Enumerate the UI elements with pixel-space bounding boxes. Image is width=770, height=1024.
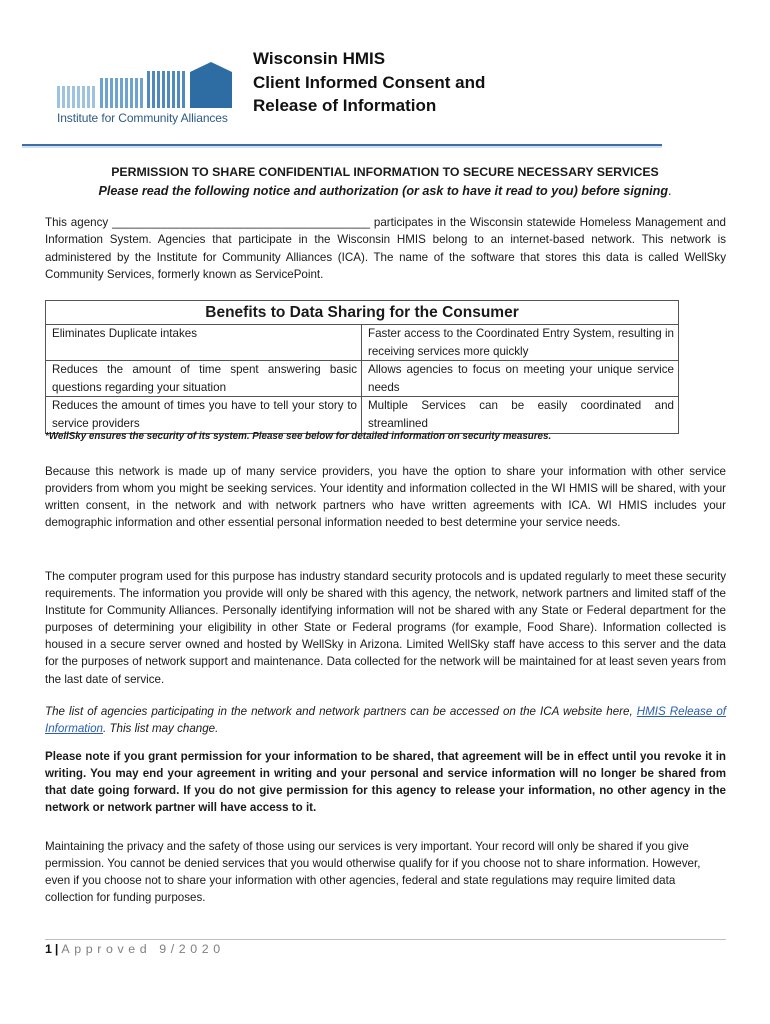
permission-heading: PERMISSION TO SHARE CONFIDENTIAL INFORMATION TO SECURE NECESSARY SERVICES xyxy=(111,165,659,179)
ica-logo-graphic xyxy=(54,60,239,110)
agency-list-note: . This list may change. xyxy=(103,722,219,736)
benefit-cell-right: Multiple Services can be easily coordinated and streamlined xyxy=(362,397,679,433)
agency-list-text: The list of agencies participating in the network and network partners can be accessed on the ICA website here, xyxy=(45,705,637,718)
benefit-cell-left: Reduces the amount of time spent answering basic questions regarding your situation xyxy=(46,361,362,397)
benefit-cell-right: Faster access to the Coordinated Entry System, resulting in receiving services more quickly xyxy=(362,325,679,361)
benefit-cell-right: Allows agencies to focus on meeting your unique service needs xyxy=(362,361,679,397)
logo-text: Institute for Community Alliances xyxy=(57,111,228,125)
table-row xyxy=(46,325,679,361)
title-line-2: Client Informed Consent and xyxy=(253,72,486,92)
benefit-cell-left: Reduces the amount of times you have to tell your story to service providers xyxy=(46,397,362,433)
network-paragraph: Because this network is made up of many service providers, you have the option to share your information with other service providers from whom you might be seeking services. Your identity and information collected in the WI HMIS will be shared, with your written consent, in the network and with network partners who have written agreements with ICA. WI HMIS includes your demographic information and other essential personal information needed to best determine your service needs. xyxy=(45,465,726,530)
document-title xyxy=(253,47,485,118)
benefits-table-title: Benefits to Data Sharing for the Consumer xyxy=(46,301,679,325)
security-paragraph: The computer program used for this purpose has industry standard security protocols and is updated regularly to meet these security requirements. The information you provide will only be shared with this agency, the network, network partners and limited staff of the Institute for Community Alliances. Personally identifying information will not be shared with any State or Federal department for the purposes of determining your eligibility in other State or Federal programs (for example, Food Share). Information collected is housed in a secure server owned and hosted by WellSky in Arizona. Limited WellSky staff have access to this server and the data for the purposes of network support and maintenance. Data collected for the network will be maintained for at least seven years from the last date of service. xyxy=(45,570,726,686)
page-footer xyxy=(45,942,225,956)
title-line-1: Wisconsin HMIS xyxy=(253,49,386,68)
notice-heading xyxy=(45,184,725,198)
benefits-table xyxy=(45,300,679,434)
security-footnote: *WellSky ensures the security of its system. Please see below for detailed information on security measures. xyxy=(45,431,552,442)
footer-separator: | xyxy=(54,942,59,956)
table-row xyxy=(46,397,679,433)
footer-divider xyxy=(45,939,726,940)
agency-list-paragraph xyxy=(45,703,726,737)
table-row xyxy=(46,361,679,397)
title-line-3: Release of Information xyxy=(253,96,437,115)
revoke-paragraph: Please note if you grant permission for your information to be shared, that agreement will be in effect until you revoke it in writing. You may end your agreement in writing and your personal and service information will no longer be shared from that date going forward. If you do not give permission for this agency to release your information, no other agency in the network or network partner will have access to it. xyxy=(45,750,726,815)
privacy-paragraph: Maintaining the privacy and the safety of those using our services is very important. Your record will only be shared if you give permission. You cannot be denied services that you would otherwise qualify for if you choose not to share information. However, even if you choose not to share your information with other agencies, federal and state regulations may require limited data collection for funding purposes. xyxy=(45,840,701,905)
approval-date: Approved 9/2020 xyxy=(61,942,225,956)
header-rule xyxy=(22,143,662,149)
notice-heading-period: . xyxy=(668,184,672,198)
agency-paragraph: This agency ________________________________________ participates in the Wisconsin statewide Homeless Management and Information System. Agencies that participate in the Wisconsin HMIS belong to an internet-based network. This network is administered by the Institute for Community Alliances (ICA). The name of the software that stores this data is called WellSky Community Services, formerly known as ServicePoint. xyxy=(45,216,726,282)
page-number: 1 xyxy=(45,942,52,956)
benefits-table-header-row xyxy=(46,301,679,325)
notice-heading-text: Please read the following notice and authorization (or ask to have it read to you) before signing xyxy=(98,184,669,198)
benefit-cell-left: Eliminates Duplicate intakes xyxy=(46,325,362,361)
hmis-roi-link[interactable]: HMIS Release of Information xyxy=(45,705,727,736)
ica-logo xyxy=(54,60,239,130)
